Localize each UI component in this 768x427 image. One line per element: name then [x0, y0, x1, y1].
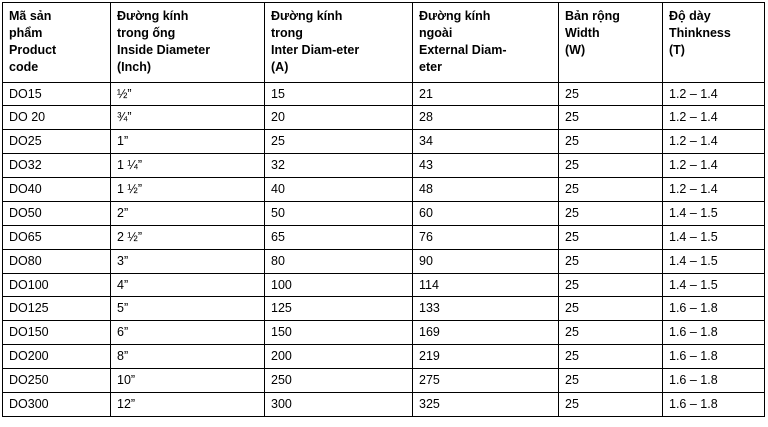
- cell-external-diameter: 90: [413, 249, 559, 273]
- cell-external-diameter: 28: [413, 106, 559, 130]
- cell-inside-diameter-inch: 12”: [111, 392, 265, 416]
- cell-thickness: 1.4 – 1.5: [663, 201, 765, 225]
- header-line: phẩm: [9, 25, 43, 40]
- cell-product-code: DO15: [3, 82, 111, 106]
- cell-thickness: 1.2 – 1.4: [663, 130, 765, 154]
- cell-external-diameter: 133: [413, 297, 559, 321]
- header-line: Độ dày: [669, 9, 711, 23]
- header-line: (W): [565, 42, 586, 57]
- cell-thickness: 1.2 – 1.4: [663, 154, 765, 178]
- header-line: Đường kính: [271, 9, 343, 23]
- cell-width: 25: [559, 321, 663, 345]
- cell-width: 25: [559, 154, 663, 178]
- cell-inside-diameter-inch: 2 ½”: [111, 225, 265, 249]
- cell-product-code: DO 20: [3, 106, 111, 130]
- cell-thickness: 1.6 – 1.8: [663, 297, 765, 321]
- cell-thickness: 1.4 – 1.5: [663, 273, 765, 297]
- cell-external-diameter: 275: [413, 369, 559, 393]
- cell-inside-diameter-inch: 10”: [111, 369, 265, 393]
- cell-inter-diameter: 125: [265, 297, 413, 321]
- table-row: [3, 369, 765, 393]
- table-header: [3, 3, 765, 83]
- header-line: (Inch): [117, 59, 152, 74]
- cell-external-diameter: 48: [413, 178, 559, 202]
- column-header-width: [559, 3, 663, 83]
- header-line: trong ống: [117, 25, 176, 40]
- pipe-specification-table: [2, 2, 765, 417]
- cell-product-code: DO150: [3, 321, 111, 345]
- table-row: [3, 297, 765, 321]
- header-line: (T): [669, 42, 685, 57]
- cell-thickness: 1.6 – 1.8: [663, 392, 765, 416]
- cell-external-diameter: 21: [413, 82, 559, 106]
- header-line: code: [9, 59, 39, 74]
- cell-thickness: 1.2 – 1.4: [663, 82, 765, 106]
- cell-external-diameter: 219: [413, 345, 559, 369]
- table-row: [3, 82, 765, 106]
- table-row: [3, 178, 765, 202]
- header-line: ngoài: [419, 25, 453, 40]
- header-line: trong: [271, 25, 303, 40]
- cell-inter-diameter: 50: [265, 201, 413, 225]
- header-line: External Diam-: [419, 42, 507, 57]
- cell-thickness: 1.6 – 1.8: [663, 345, 765, 369]
- cell-inside-diameter-inch: 1 ¼”: [111, 154, 265, 178]
- cell-width: 25: [559, 106, 663, 130]
- cell-inter-diameter: 32: [265, 154, 413, 178]
- cell-external-diameter: 325: [413, 392, 559, 416]
- header-line: Đường kính: [419, 9, 491, 23]
- cell-inter-diameter: 15: [265, 82, 413, 106]
- cell-inside-diameter-inch: 1 ½”: [111, 178, 265, 202]
- cell-width: 25: [559, 273, 663, 297]
- header-line: Bản rộng: [565, 9, 620, 23]
- table-row: [3, 273, 765, 297]
- cell-width: 25: [559, 392, 663, 416]
- cell-product-code: DO40: [3, 178, 111, 202]
- cell-inter-diameter: 20: [265, 106, 413, 130]
- table-row: [3, 201, 765, 225]
- header-line: Đường kính: [117, 9, 189, 23]
- cell-thickness: 1.4 – 1.5: [663, 249, 765, 273]
- header-line: eter: [419, 59, 442, 74]
- cell-inter-diameter: 40: [265, 178, 413, 202]
- cell-inside-diameter-inch: 4”: [111, 273, 265, 297]
- cell-inside-diameter-inch: 5”: [111, 297, 265, 321]
- cell-width: 25: [559, 369, 663, 393]
- table-row: [3, 106, 765, 130]
- column-header-inside-diameter-inch: [111, 3, 265, 83]
- table-row: [3, 345, 765, 369]
- table-row: [3, 249, 765, 273]
- cell-external-diameter: 114: [413, 273, 559, 297]
- cell-external-diameter: 76: [413, 225, 559, 249]
- cell-width: 25: [559, 201, 663, 225]
- table-row: [3, 321, 765, 345]
- cell-inter-diameter: 65: [265, 225, 413, 249]
- cell-product-code: DO50: [3, 201, 111, 225]
- cell-inside-diameter-inch: 3”: [111, 249, 265, 273]
- cell-product-code: DO200: [3, 345, 111, 369]
- cell-inter-diameter: 80: [265, 249, 413, 273]
- table-row: [3, 392, 765, 416]
- cell-thickness: 1.6 – 1.8: [663, 369, 765, 393]
- column-header-thickness: [663, 3, 765, 83]
- table-row: [3, 154, 765, 178]
- cell-product-code: DO32: [3, 154, 111, 178]
- cell-inter-diameter: 250: [265, 369, 413, 393]
- cell-inside-diameter-inch: 2”: [111, 201, 265, 225]
- cell-inside-diameter-inch: 8”: [111, 345, 265, 369]
- cell-product-code: DO250: [3, 369, 111, 393]
- table-body: [3, 82, 765, 416]
- header-line: Inside Diameter: [117, 42, 211, 57]
- cell-inter-diameter: 100: [265, 273, 413, 297]
- cell-external-diameter: 34: [413, 130, 559, 154]
- cell-product-code: DO65: [3, 225, 111, 249]
- column-header-inter-diameter-a: [265, 3, 413, 83]
- cell-product-code: DO300: [3, 392, 111, 416]
- header-line: (A): [271, 59, 289, 74]
- cell-inside-diameter-inch: ½”: [111, 82, 265, 106]
- cell-product-code: DO100: [3, 273, 111, 297]
- column-header-external-diameter: [413, 3, 559, 83]
- cell-inside-diameter-inch: 1”: [111, 130, 265, 154]
- cell-product-code: DO25: [3, 130, 111, 154]
- cell-thickness: 1.4 – 1.5: [663, 225, 765, 249]
- cell-external-diameter: 43: [413, 154, 559, 178]
- cell-inter-diameter: 150: [265, 321, 413, 345]
- cell-width: 25: [559, 225, 663, 249]
- cell-inside-diameter-inch: 6”: [111, 321, 265, 345]
- cell-inside-diameter-inch: ¾”: [111, 106, 265, 130]
- header-line: Width: [565, 25, 600, 40]
- cell-width: 25: [559, 178, 663, 202]
- header-line: Inter Diam-eter: [271, 42, 360, 57]
- cell-thickness: 1.2 – 1.4: [663, 178, 765, 202]
- table-row: [3, 130, 765, 154]
- header-line: Mã sản: [9, 9, 52, 23]
- cell-inter-diameter: 25: [265, 130, 413, 154]
- cell-product-code: DO80: [3, 249, 111, 273]
- cell-width: 25: [559, 297, 663, 321]
- table-header-row: [3, 3, 765, 83]
- cell-width: 25: [559, 249, 663, 273]
- column-header-product-code: [3, 3, 111, 83]
- table-row: [3, 225, 765, 249]
- cell-inter-diameter: 300: [265, 392, 413, 416]
- header-line: Product: [9, 42, 57, 57]
- cell-width: 25: [559, 130, 663, 154]
- cell-product-code: DO125: [3, 297, 111, 321]
- header-line: Thinkness: [669, 25, 731, 40]
- cell-external-diameter: 169: [413, 321, 559, 345]
- cell-thickness: 1.6 – 1.8: [663, 321, 765, 345]
- cell-external-diameter: 60: [413, 201, 559, 225]
- cell-inter-diameter: 200: [265, 345, 413, 369]
- cell-width: 25: [559, 345, 663, 369]
- cell-thickness: 1.2 – 1.4: [663, 106, 765, 130]
- cell-width: 25: [559, 82, 663, 106]
